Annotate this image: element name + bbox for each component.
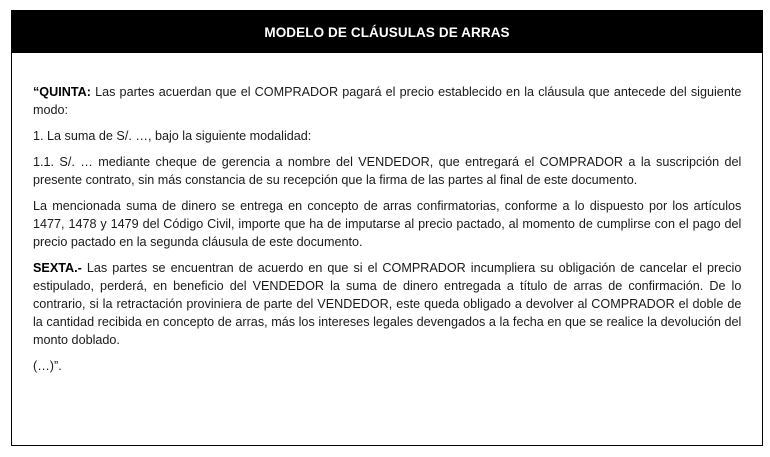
sexta-label: SEXTA.- [33, 260, 82, 275]
quinta-label: QUINTA: [39, 84, 91, 99]
clauses-box [11, 10, 763, 446]
sexta-text: Las partes se encuentran de acuerdo en que si el COMPRADOR incumpliera su obligación de cancelar el precio estipulado, perderá, en beneficio del VENDEDOR la suma de dinero entregada a título de arras de confirmación. De lo contrario, si la retractación proviniera de parte del VENDEDOR, este queda obligado a devolver al COMPRADOR el doble de la cantidad recibida en concepto de arras, más los intereses legales devengados a la fecha en que se realice la devolución del monto doblado. [33, 260, 742, 347]
paragraph-ending: (…)”. [33, 358, 62, 373]
box-content [12, 53, 762, 375]
box-title: MODELO DE CLÁUSULAS DE ARRAS [12, 11, 762, 53]
paragraph-1: 1. La suma de S/. …, bajo la siguiente modalidad: [33, 128, 312, 143]
quinta-text: Las partes acuerdan que el COMPRADOR pagará el precio establecido en la cláusula que antecede del siguiente modo: [33, 84, 742, 117]
paragraph-quinta [33, 83, 741, 119]
paragraph-1-1: 1.1. S/. … mediante cheque de gerencia a nombre del VENDEDOR, que entregará el COMPRADOR a la suscripción del presente contrato, sin más constancia de su recepción que la firma de las partes al final de este documento. [33, 154, 742, 187]
paragraph-sexta [33, 259, 741, 349]
paragraph-arras-confirmatorias: La mencionada suma de dinero se entrega en concepto de arras confirmatorias, conforme a lo dispuesto por los artículos 1477, 1478 y 1479 del Código Civil, importe que ha de imputarse al precio pactado, al momento de cumplirse con el pago del precio pactado en la segunda cláusula de este documento. [33, 198, 742, 249]
quinta-open-quote: “ [33, 84, 40, 99]
